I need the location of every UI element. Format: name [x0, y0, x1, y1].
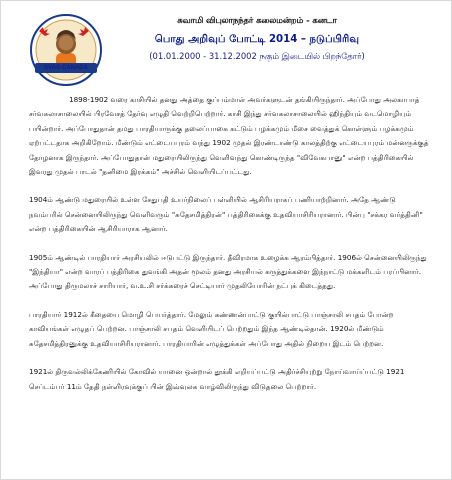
logo-caption: SVAS-CANADA: [44, 65, 88, 71]
document-subtitle: (01.01.2000 - 31.12.2002 நகும் இடையில் பிறந்தோர்): [149, 51, 365, 61]
paragraph-4: பாரதியார் 1912ல் கீதையை மொழி பெயர்த்தார். மேலும் கண்ணன்பாட்டு குயில்பாட்டு பாஞ்சாலி சபதம் போன்ற காவியங்கள் எழுதப் பெற்றன. பாஞ்சாலி சபதம் வெளியிடப் பெற்றதும் இந்த ஆண்டில்தான். 1920ல் மீண்டும் சுதேசமித்திரனுக்கு உதவியாசிரியரானார். பாரதியாரின் எழுத்துக்கள் அப்போது அதில் நிறைய இடம் பெற்றன.: [29, 309, 394, 348]
organization-logo: [29, 13, 103, 87]
document-title: பொது அறிவுப் போட்டி 2014 – நடுப்பிரிவு: [154, 34, 360, 45]
paragraph-2: 1904ம் ஆண்டு மதுரையில் உள்ள சேதுபதி உயர்நிலைப் பள்ளியில் ஆசிரியராகப் பணியாற்றினார். அதே ஆண்டு நவம்பரில் சென்னையிலிருந்து வெளிவரும் "சுதேசமித்திரன்" பத்திரிகைக்கு உதவியாசிரியரானார். பின்பு "சக்கர வர்த்தினி" என்ற பத்திரிகையின் ஆசிரியாராக ஆனார்.: [29, 195, 423, 234]
paragraph-3: 1905ம் ஆண்டில் பாரதியார் அரசியலில் ஈடுபட்டு இருந்தார். தீவிரமாக உழைக்க ஆரம்பித்தார். 1906ல் சென்னையிலிருந்து "இந்தியா" என்ற வாரப் பத்திரிகை துவங்கி அதன் மூலம் தனது அரசியல் கருத்துக்களை இந்நாட்டு மக்களிடம் பரப்பினார். அப்போது திருமலாச் சாரியார், வ.உ.சி சர்க்கரைச் செட்டியார் முதலியோரின் நட்புக் கிடைத்தது.: [29, 252, 427, 291]
paragraph-5: 1921ல் திருவல்லிக்கேணியில் கோவில் யானை ஒன்றால் தூக்கி எறியப்பட்டு அதிர்ச்சியுற்று நோய்வாய்ப்பட்டு 1921 செப்டம்பர் 11ம் தேதி நள்ளிரவுக்குப் பின் இவ்வுலக வாழ்விலிருந்து விடுதலை பெற்றார்.: [29, 367, 405, 391]
organization-name: சுவாமி விபுலாநந்தர் கலைமன்றம் - கனடா: [177, 15, 337, 25]
document-body: [29, 93, 431, 408]
document-header: [1, 1, 452, 97]
paragraph-1: 1898-1902 வரை காசியில் தனது அத்தை குப்பம்மாள் அவர்களுடன் தங்கியிருந்தார். அப்போது அலகாபாத் சர்வகலாசாலையில் பிரவேசத் தேர்வு எழுதி வெற்றிபெற்றார். காசி இந்து சர்வகலாசாலையில் ஹிந்தியும் வடமொழியும் பயின்றார். அப்போதுதான் தமது பாரதியாருக்கு தலைப்பாகை கட்டும் பழக்கமும் மீசை வைத்துக் கொள்ளும் பழக்கமும் ஏற்பட்டதாக அறிகிறோம். மீண்டும் எட்டையபுரம் வந்து 1902 முதல் இரண்டாண்டு காலத்திற்கு எட்டையபுரம் மன்னருக்குத் தோழனாக இருந்தார். அப்போதுதான் மதுரையிலிருந்து வெளிவந்து கொண்டிருந்த "விவேகபானு" என்ற பத்திரிகையில் இவரது முதல் பாடல் "தனிமை இரக்கம்" அச்சில் வெளியிடப்பட்டது.: [29, 95, 429, 177]
